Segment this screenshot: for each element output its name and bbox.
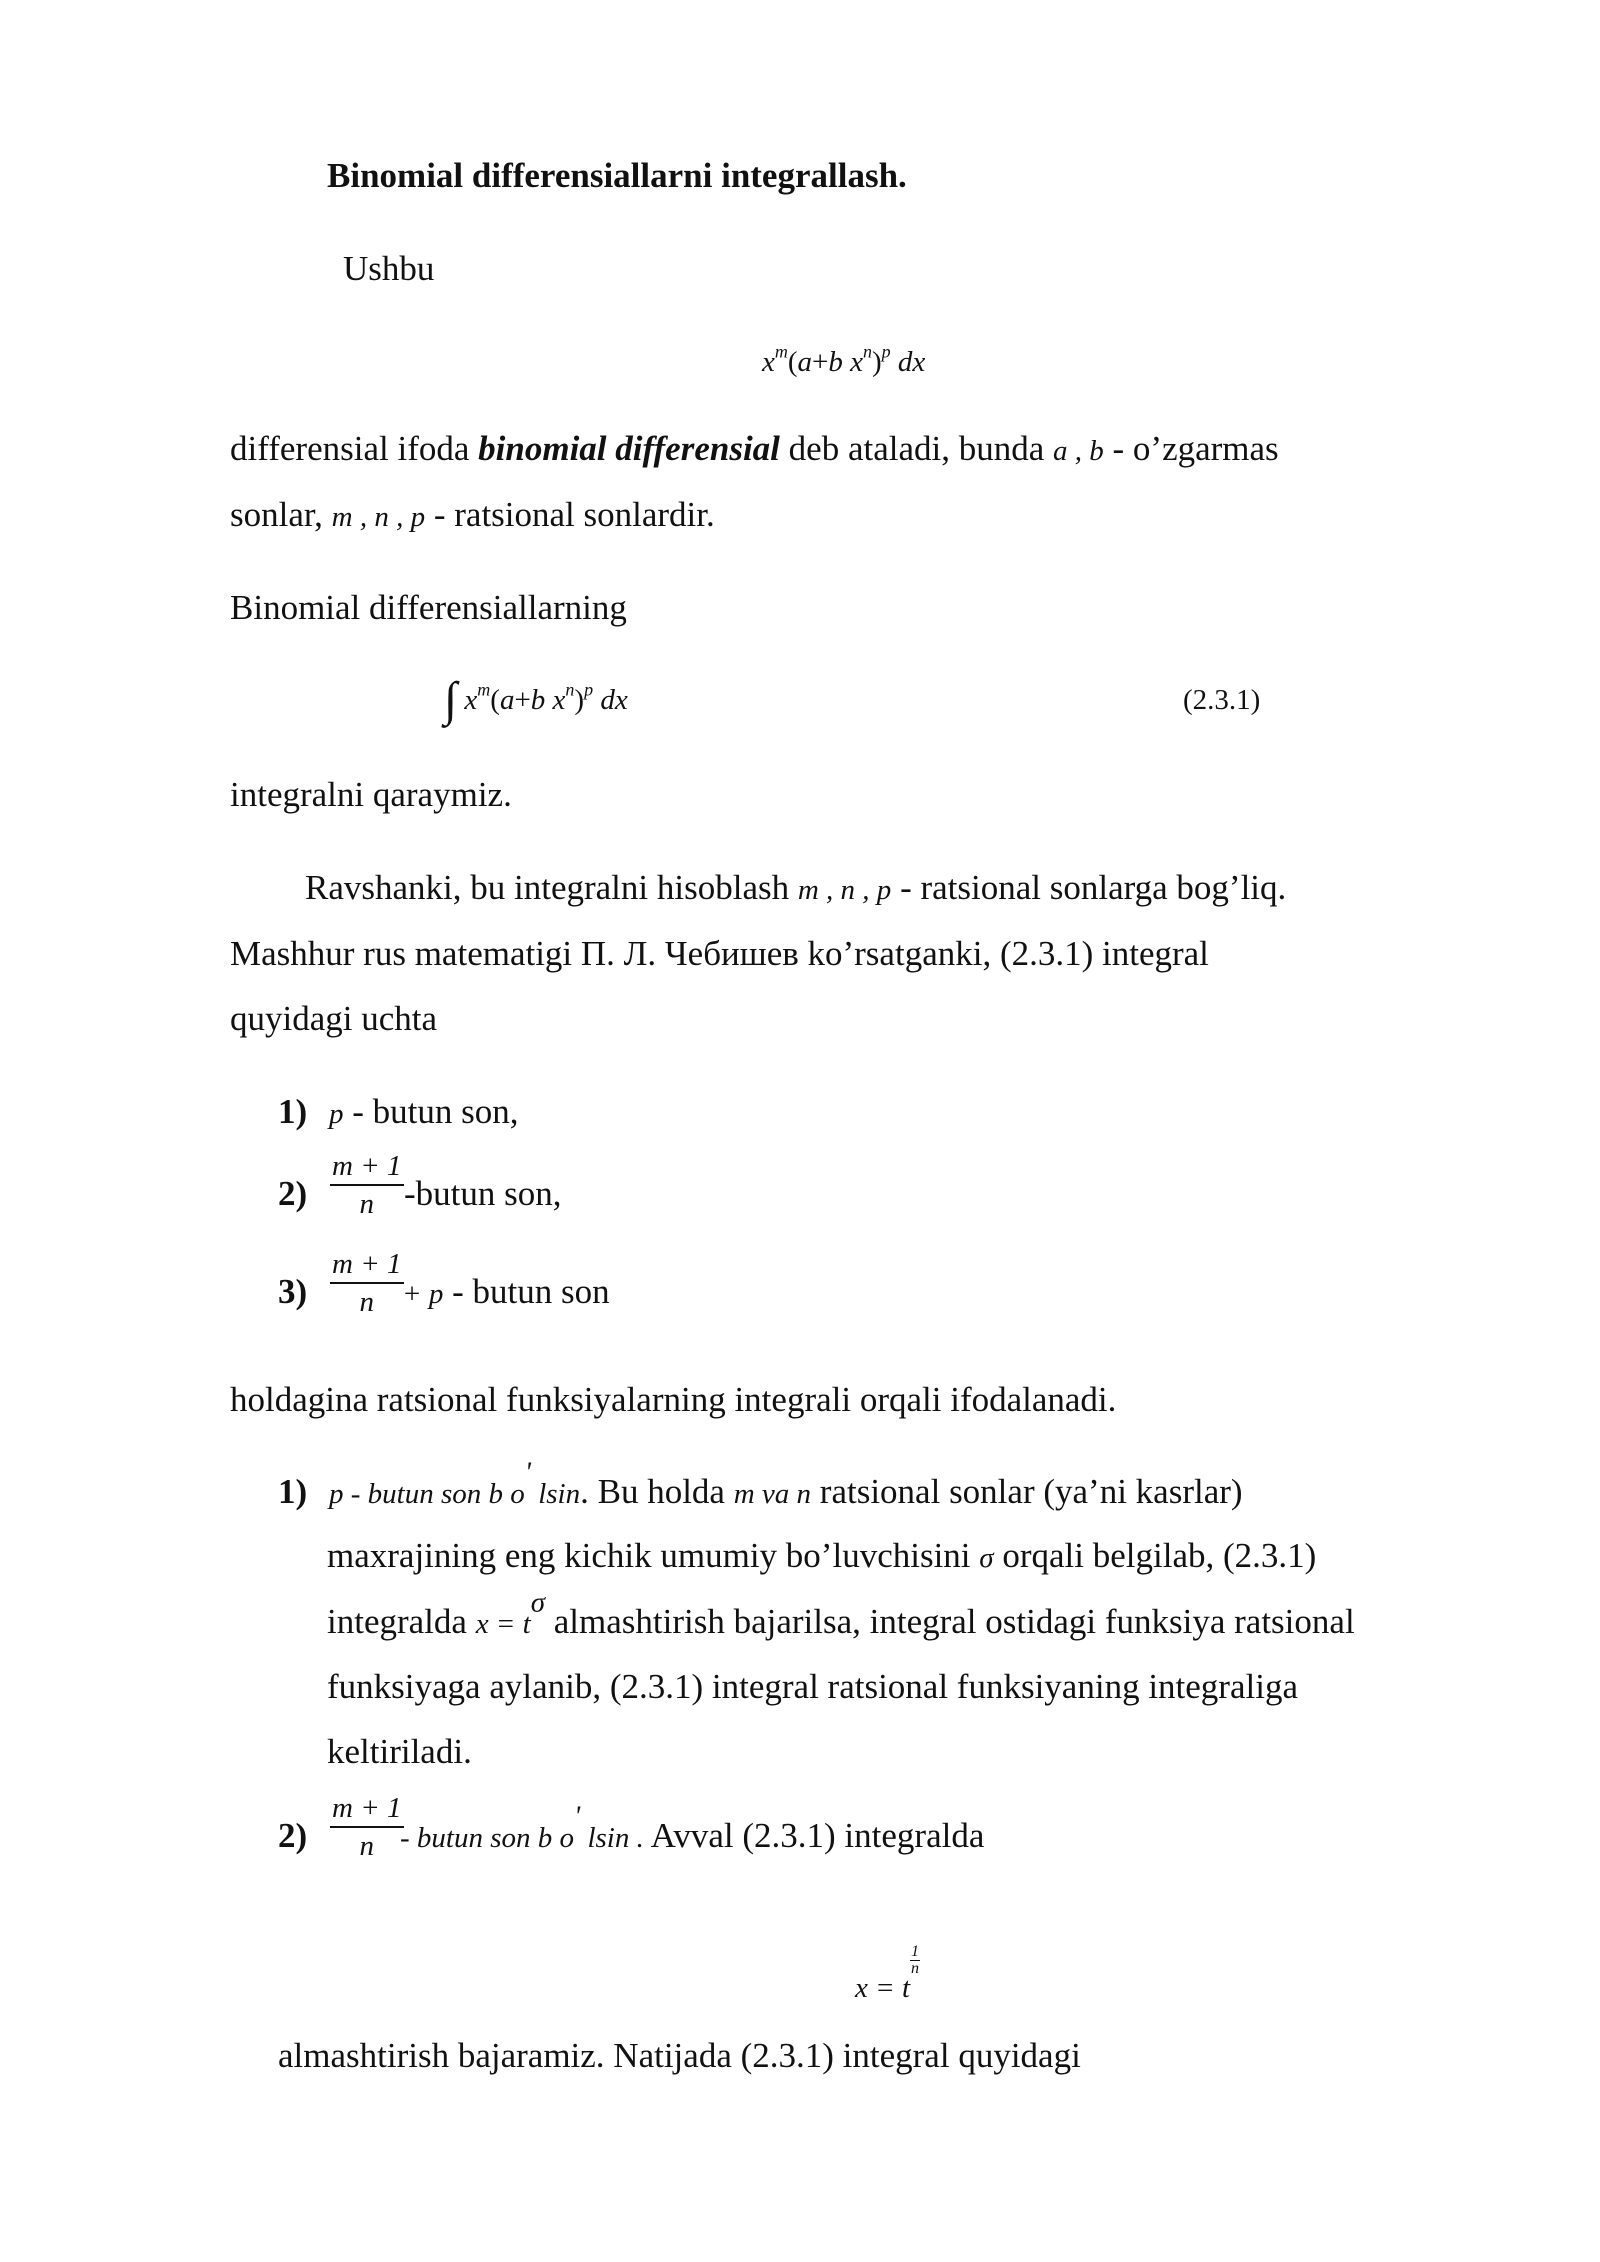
- integral-expression: ∫ $x^m(a+b$ $x^n)^p$ dx: [444, 673, 628, 726]
- binomial-word: Binomial differensiallarning: [230, 588, 627, 627]
- integral-sign: ∫: [444, 673, 458, 726]
- condition-1: p - butun son,: [329, 1092, 519, 1131]
- definition-line-2: sonlar, m , n , p - ratsional sonlardir.: [230, 495, 715, 534]
- condition-2-fraction: $\frac{m + 1}{n}$: [332, 1150, 402, 1220]
- section-title: Binomial differensiallarni integrallash.: [327, 156, 907, 195]
- last-line: almashtirish bajaramiz. Natijada (2.3.1) integral quyidagi: [278, 2036, 1081, 2075]
- paragraph-2-line-1: Ravshanki, bu integralni hisoblash m , n , p - ratsional sonlarga bog’liq.: [305, 868, 1287, 907]
- paragraph-2-line-2: Mashhur rus matematigi П. Л. Чебишев ko’rsatganki, (2.3.1) integral: [230, 934, 1209, 973]
- case-1-line-3: integralda $x = t^\sigma$ almashtirish bajarilsa, integral ostidagi funksiya ratsional: [327, 1586, 1355, 1641]
- case-2-fraction: $\frac{m + 1}{n}$: [332, 1792, 402, 1862]
- condition-2-label: 2): [278, 1174, 308, 1213]
- condition-1-label: 1): [278, 1092, 308, 1131]
- case-2-label: 2): [278, 1816, 308, 1855]
- exponent-fraction: $\frac{1}{n}$: [911, 1943, 919, 1977]
- condition-3-fraction: $\frac{m + 1}{n}$: [332, 1248, 402, 1318]
- case-1-line-1: p - butun son b o' lsin. Bu holda m va n ratsional sonlar (ya’ni kasrlar): [329, 1456, 1243, 1511]
- case-2-line: - butun son b o' lsin . Avval (2.3.1) integralda: [400, 1800, 985, 1855]
- case-1-line-4: funksiyaga aylanib, (2.3.1) integral ratsional funksiyaning integraliga: [327, 1667, 1298, 1706]
- binomial-expression: $x^m(a+b$ $x^n)^p$ dx: [762, 341, 926, 378]
- case-1-line-2: maxrajining eng kichik umumiy bo’luvchisini σ orqali belgilab, (2.3.1): [327, 1536, 1317, 1575]
- equation-number: (2.3.1): [1183, 684, 1261, 716]
- substitution-formula: x = t $\frac{1}{n}$: [855, 1943, 919, 2004]
- paragraph-2-line-3: quyidagi uchta: [230, 999, 438, 1038]
- holdagina-line: holdagina ratsional funksiyalarning integrali orqali ifodalanadi.: [230, 1380, 1117, 1419]
- term-binomial-differential: binomial differensial: [478, 429, 780, 468]
- case-1-label: 1): [278, 1472, 308, 1511]
- condition-3-label: 3): [278, 1272, 308, 1311]
- condition-2-text: -butun son,: [404, 1174, 562, 1213]
- integralni-line: integralni qaraymiz.: [230, 775, 512, 814]
- case-1-line-5: keltiriladi.: [327, 1732, 472, 1771]
- definition-line-1: differensial ifoda binomial differensial deb ataladi, bunda a , b - o’zgarmas: [230, 429, 1279, 468]
- condition-3-text: + p - butun son: [402, 1272, 610, 1311]
- intro-word: Ushbu: [343, 249, 435, 288]
